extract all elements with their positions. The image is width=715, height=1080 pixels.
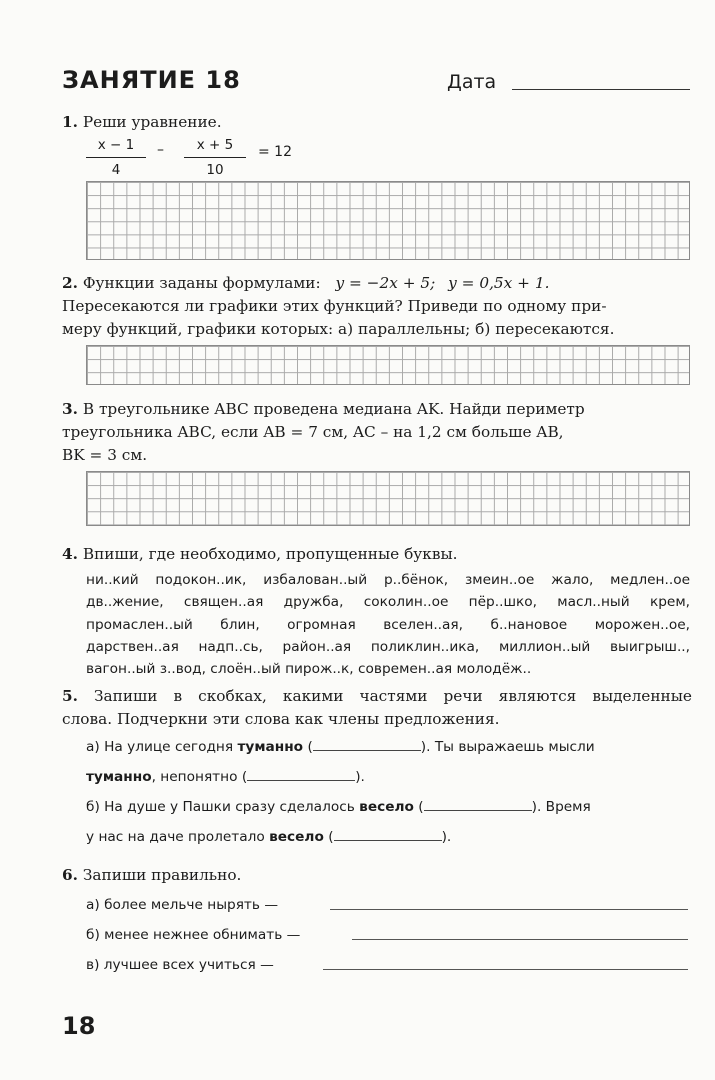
answer-line-c[interactable] — [323, 969, 688, 970]
sentence-text: ). — [355, 769, 365, 785]
sentence-text: ). Ты выражаешь мысли — [420, 739, 595, 755]
sentence-text: ). — [441, 829, 452, 845]
highlighted-word: туманно — [86, 769, 152, 785]
date-label: Дата — [447, 71, 497, 93]
task-text: Впиши, где необходимо, пропущенные буквы. — [82, 545, 458, 563]
answer-grid-1[interactable] — [86, 181, 690, 260]
task-number: 1. — [62, 113, 78, 131]
task-6-heading — [62, 864, 692, 887]
lesson-title: ЗАНЯТИЕ 18 — [62, 66, 241, 94]
answer-grid-3[interactable] — [86, 471, 690, 526]
task-text-line: треугольника ABC, если AB = 7 см, AC – на 1,2 см больше AB, — [62, 422, 564, 441]
answer-blank[interactable] — [247, 770, 355, 781]
paren: ( — [328, 829, 334, 845]
sentence-text: б) На душе у Пашки сразу сделалось — [86, 799, 355, 815]
answer-line-b[interactable] — [352, 939, 688, 940]
task-number: 6. — [62, 866, 78, 884]
task-3-text — [62, 398, 692, 466]
task-6-item-a: а) более мельче нырять — — [86, 897, 279, 913]
task-2-text — [62, 272, 692, 340]
task-6-item-b: б) менее нежнее обнимать — — [86, 927, 301, 943]
sentence-a-line2 — [86, 769, 365, 785]
word-line: промаслен..ый блин, огромная вселен..ая, б..нановое морожен..ое, — [86, 616, 690, 633]
task-text-line: В треугольнике ABC проведена медиана AK. Найди периметр — [82, 400, 585, 418]
answer-blank[interactable] — [334, 830, 442, 841]
task-text: Запиши правильно. — [82, 866, 242, 884]
answer-blank[interactable] — [313, 740, 421, 751]
sentence-text: а) На улице сегодня — [86, 739, 234, 755]
fraction-numerator: x − 1 — [86, 137, 146, 158]
answer-grid-2[interactable] — [86, 345, 690, 385]
task-1-heading — [62, 111, 692, 134]
fraction-2 — [184, 137, 246, 178]
answer-line-a[interactable] — [330, 909, 688, 910]
fraction-numerator: x + 5 — [184, 137, 246, 158]
sentence-text: у нас на даче пролетало — [86, 829, 265, 845]
formula: y = −2x + 5; — [335, 274, 436, 292]
word-line: дарствен..ая надп..сь, район..ая поликлин..ика, миллион..ый выигрыш.., — [86, 638, 690, 655]
task-text-line: слова. Подчеркни эти слова как члены предложения. — [62, 709, 500, 728]
task-5-text — [62, 685, 692, 731]
task-number: 4. — [62, 545, 78, 563]
task-text: Функции заданы формулами: — [82, 274, 321, 292]
fraction-denominator: 10 — [206, 162, 224, 178]
task-number: 3. — [62, 400, 78, 418]
minus-sign: – — [157, 142, 164, 158]
highlighted-word: туманно — [237, 739, 304, 755]
paren: ( — [307, 739, 313, 755]
fraction-1 — [86, 137, 146, 178]
answer-blank[interactable] — [424, 800, 532, 811]
highlighted-word: весело — [269, 829, 324, 845]
word-line: вагон..ый з..вод, слоён..ый пирож..к, современ..ая молодёж.. — [86, 661, 532, 678]
task-text-line: Пересекаются ли графики этих функций? Приведи по одному при- — [62, 296, 607, 315]
word-line: ни..кий подокон..ик, избалован..ый р..бёнок, змеин..ое жало, медлен..ое — [86, 572, 690, 588]
fraction-denominator: 4 — [111, 162, 121, 178]
sentence-text: ). Время — [531, 799, 591, 815]
date-field-line[interactable] — [512, 89, 690, 90]
word-list — [86, 569, 690, 680]
sentence-b-line2 — [86, 829, 451, 845]
task-text-line: BK = 3 см. — [62, 445, 148, 464]
sentence-b-line1 — [86, 799, 591, 815]
word-line: дв..жение, священ..ая дружба, соколин..ое пёр..шко, масл..ный крем, — [86, 594, 690, 611]
paren: ( — [418, 799, 424, 815]
task-text: Реши уравнение. — [82, 113, 222, 131]
task-text-line: меру функций, графики которых: а) параллельны; б) пересекаются. — [62, 319, 615, 338]
highlighted-word: весело — [359, 799, 414, 815]
formula: y = 0,5x + 1. — [448, 274, 550, 292]
sentence-a-line1 — [86, 739, 595, 755]
task-4-heading — [62, 543, 692, 566]
task-text-line: Запиши в скобках, какими частями речи являются выделенные — [94, 687, 692, 705]
sentence-text: , непонятно ( — [151, 769, 248, 785]
page-number: 18 — [62, 1012, 96, 1040]
task-6-item-c: в) лучшее всех учиться — — [86, 957, 274, 973]
equation-rhs: = 12 — [258, 144, 292, 160]
task-number: 2. — [62, 274, 78, 292]
task-number: 5. — [62, 687, 78, 705]
